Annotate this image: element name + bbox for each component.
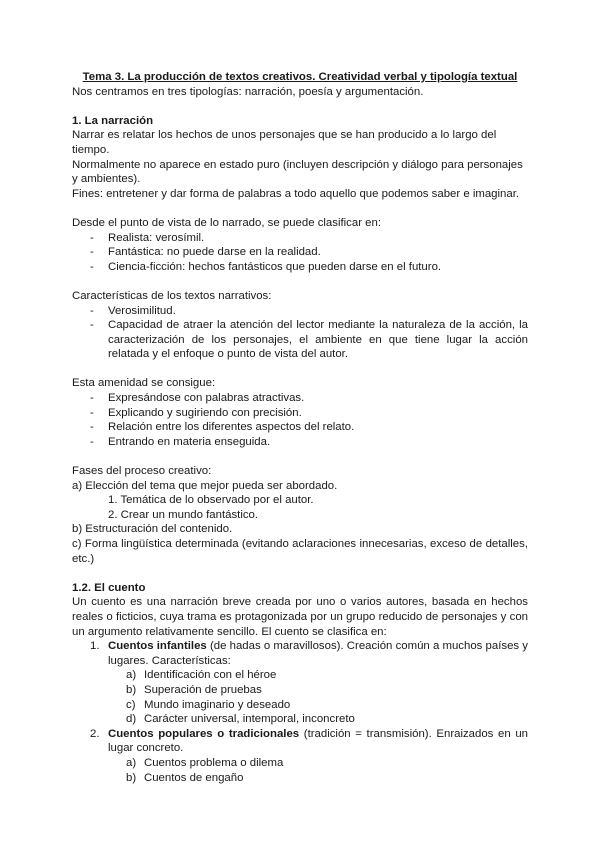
paragraph: Un cuento es una narración breve creada por uno o varios autores, basada en hechos reales o ficticios, cuya trama es protagonizada por un grupo reducido de personajes y con un argumento relativamente sencillo. El cuento se clasifica en: xyxy=(72,596,528,638)
sub-marker: c) xyxy=(126,698,136,711)
classify-list xyxy=(72,231,528,275)
bold-term: Cuentos populares o tradicionales xyxy=(108,727,300,740)
phase-a-item: 2. Crear un mundo fantástico. xyxy=(108,508,259,521)
bold-term: Cuentos infantiles xyxy=(108,640,207,653)
phase-a: a) Elección del tema que mejor pueda ser abordado. xyxy=(72,479,338,492)
sub-text: Cuentos de engaño xyxy=(144,771,244,784)
phase-c: c) Forma lingüística determinada (evitando aclaraciones innecesarias, exceso de detalles, etc.) xyxy=(72,538,528,565)
sub-text: Superación de pruebas xyxy=(144,683,262,696)
list-item xyxy=(72,639,528,727)
list-item: - Entrando en materia enseguida. xyxy=(72,435,528,450)
sub-text: Carácter universal, intemporal, inconcreto xyxy=(144,713,355,726)
sub-item xyxy=(108,698,528,713)
sub-marker: a) xyxy=(126,756,137,769)
paragraph: Normalmente no aparece en estado puro (incluyen descripción y diálogo para personajes y ambientes). xyxy=(72,158,523,186)
sub-list xyxy=(108,756,528,785)
list-item: - Explicando y sugiriendo con precisión. xyxy=(72,406,528,421)
amenity-list xyxy=(72,391,528,449)
list-item: - Verosimilitud. xyxy=(72,304,528,319)
features-list xyxy=(72,304,528,362)
list-marker: 2. xyxy=(90,727,100,740)
sub-item xyxy=(108,712,528,727)
list-item: - Relación entre los diferentes aspectos del relato. xyxy=(72,420,528,435)
sub-marker: b) xyxy=(126,771,137,784)
sub-text: Identificación con el héroe xyxy=(144,669,277,682)
list-item: - Expresándose con palabras atractivas. xyxy=(72,391,528,406)
list-item: - Capacidad de atraer la atención del lector mediante la naturaleza de la acción, la caracterización de los personajes, el ambiente en que tiene lugar la acción relatada y el enfoque o punto de vista del autor. xyxy=(72,318,528,362)
intro-text: Nos centramos en tres tipologías: narración, poesía y argumentación. xyxy=(72,85,424,98)
document-page xyxy=(72,70,528,785)
sub-item xyxy=(108,668,528,683)
list-item: - Ciencia-ficción: hechos fantásticos que pueden darse en el futuro. xyxy=(72,260,528,275)
sub-marker: a) xyxy=(126,669,137,682)
document-title: Tema 3. La producción de textos creativos. Creatividad verbal y tipología textual xyxy=(82,71,518,83)
sub-item xyxy=(108,683,528,698)
features-intro: Características de los textos narrativos: xyxy=(72,289,272,302)
sub-item xyxy=(108,771,528,786)
item-text: (tradición = transmisión). Enraizados en un lugar concreto. xyxy=(108,727,528,755)
list-item xyxy=(72,727,528,785)
cuento-types-list xyxy=(72,639,528,785)
section-heading-narracion: 1. La narración xyxy=(72,114,154,127)
phases-intro: Fases del proceso creativo: xyxy=(72,465,212,478)
sub-list xyxy=(108,668,528,726)
sub-marker: b) xyxy=(126,683,137,696)
item-text: (de hadas o maravillosos). Creación común a muchos países y lugares. Características: xyxy=(108,640,528,667)
section-heading-cuento: 1.2. El cuento xyxy=(72,581,146,594)
list-marker: 1. xyxy=(90,640,100,653)
phase-b: b) Estructuración del contenido. xyxy=(72,523,233,536)
classify-intro: Desde el punto de vista de lo narrado, se puede clasificar en: xyxy=(72,216,382,229)
sub-marker: d) xyxy=(126,713,137,726)
list-item: - Fantástica: no puede darse en la realidad. xyxy=(72,245,528,260)
paragraph: Fines: entretener y dar forma de palabras a todo aquello que podemos saber e imaginar. xyxy=(72,187,520,200)
sub-text: Mundo imaginario y deseado xyxy=(144,698,291,711)
paragraph: Narrar es relatar los hechos de unos personajes que se han producido a lo largo del tiempo. xyxy=(72,129,497,156)
amenity-intro: Esta amenidad se consigue: xyxy=(72,377,216,390)
sub-text: Cuentos problema o dilema xyxy=(144,756,284,769)
sub-item xyxy=(108,756,528,771)
phase-a-item: 1. Temática de lo observado por el autor. xyxy=(108,494,314,507)
list-item: - Realista: verosímil. xyxy=(72,231,528,246)
